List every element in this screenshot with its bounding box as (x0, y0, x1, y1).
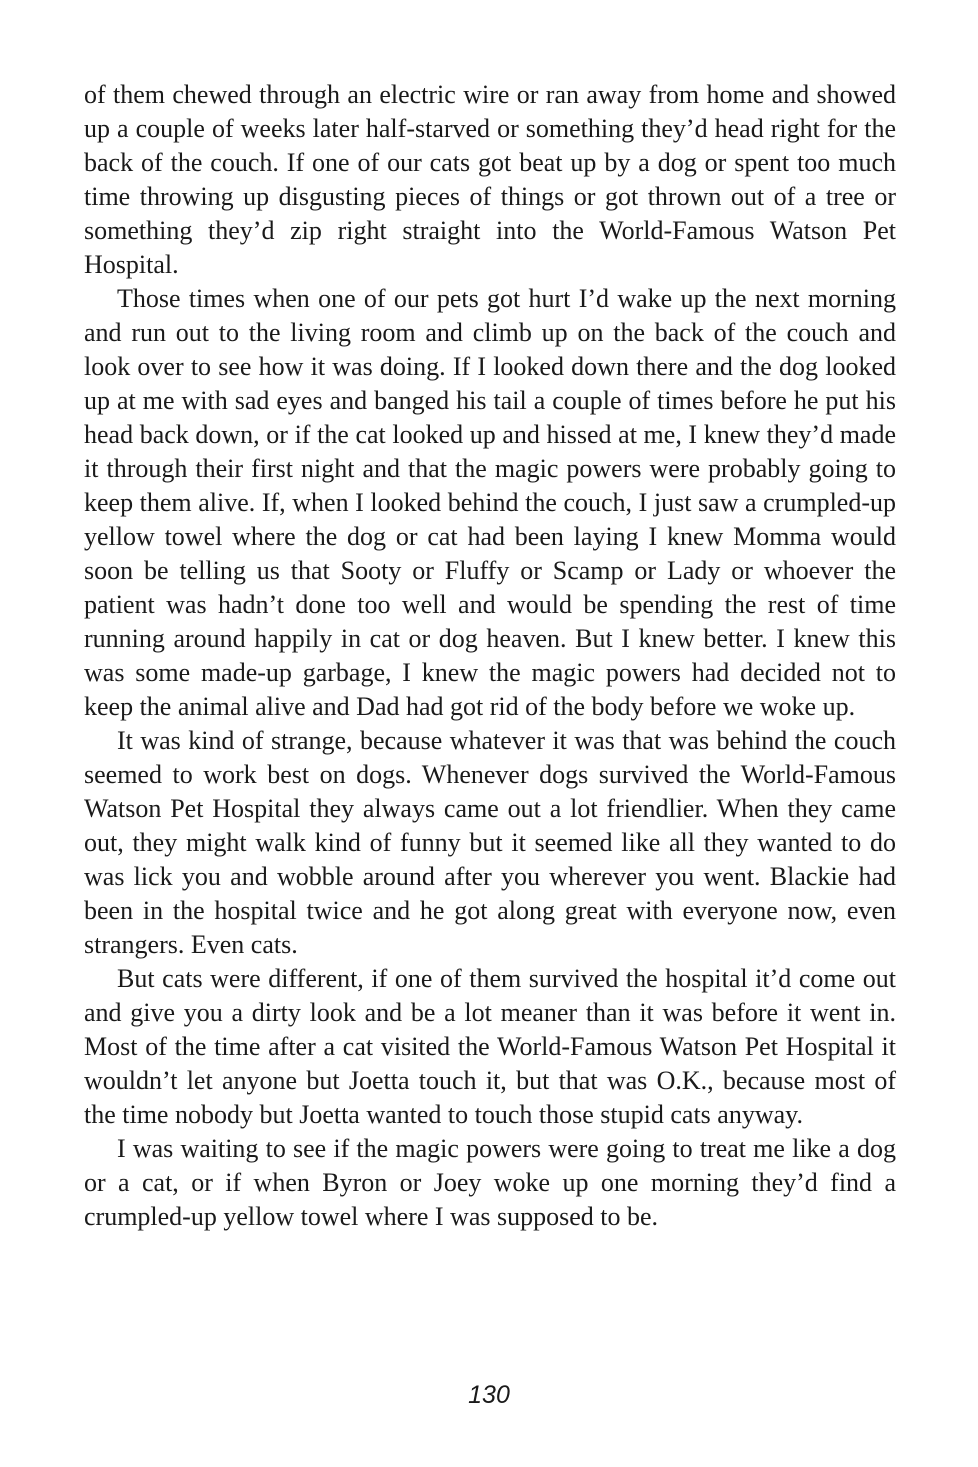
page-number: 130 (468, 1381, 510, 1409)
paragraph-waiting: I was waiting to see if the magic powers were going to treat me like a dog or a cat, or if when Byron or Joey woke up one morning they’d find a crumpled-up yellow towel where I was supposed to be. (84, 1134, 896, 1231)
paragraph-cats: But cats were different, if one of them survived the hospital it’d come out and give you a dirty look and be a lot meaner than it was before it went in. Most of the time after a cat visited the World-Famous Watson Pet Hospital it wouldn’t let anyone but Joetta touch it, but that was O.K., because most of the time nobody but Joetta wanted to touch those stupid cats anyway. (84, 964, 896, 1129)
paragraph-dogs: It was kind of strange, because whatever it was that was behind the couch seemed to work best on dogs. Whenever dogs survived the World-Famous Watson Pet Hospital they always came out a lot friendlier. When they came out, they might walk kind of funny but it seemed like all they wanted to do was lick you and wobble around after you wherever you went. Blackie had been in the hospital twice and he got along great with everyone now, even strangers. Even cats. (84, 726, 896, 959)
paragraph-continued: of them chewed through an electric wire or ran away from home and showed up a couple of weeks later half-starved or something they’d head right for the back of the couch. If one of our cats got beat up by a dog or spent too much time throwing up disgusting pieces of things or got thrown out of a tree or something they’d zip right straight into the World-Famous Watson Pet Hospital. (84, 80, 896, 279)
paragraph-pets-hurt: Those times when one of our pets got hurt I’d wake up the next morning and run out to the living room and climb up on the back of the couch and look over to see how it was doing. If I looked down there and the dog looked up at me with sad eyes and banged his tail a couple of times before he put his head back down, or if the cat looked up and hissed at me, I knew they’d made it through their first night and that the magic powers were probably going to keep them alive. If, when I looked behind the couch, I just saw a crumpled-up yellow towel where the dog or cat had been laying I knew Momma would soon be telling us that Sooty or Fluffy or Scamp or Lady or whoever the patient was hadn’t done too well and would be spending the rest of time running around happily in cat or dog heaven. But I knew better. I knew this was some made-up garbage, I knew the magic powers had decided not to keep the animal alive and Dad had got rid of the body before we woke up. (84, 284, 896, 721)
book-page-text (84, 78, 896, 1348)
